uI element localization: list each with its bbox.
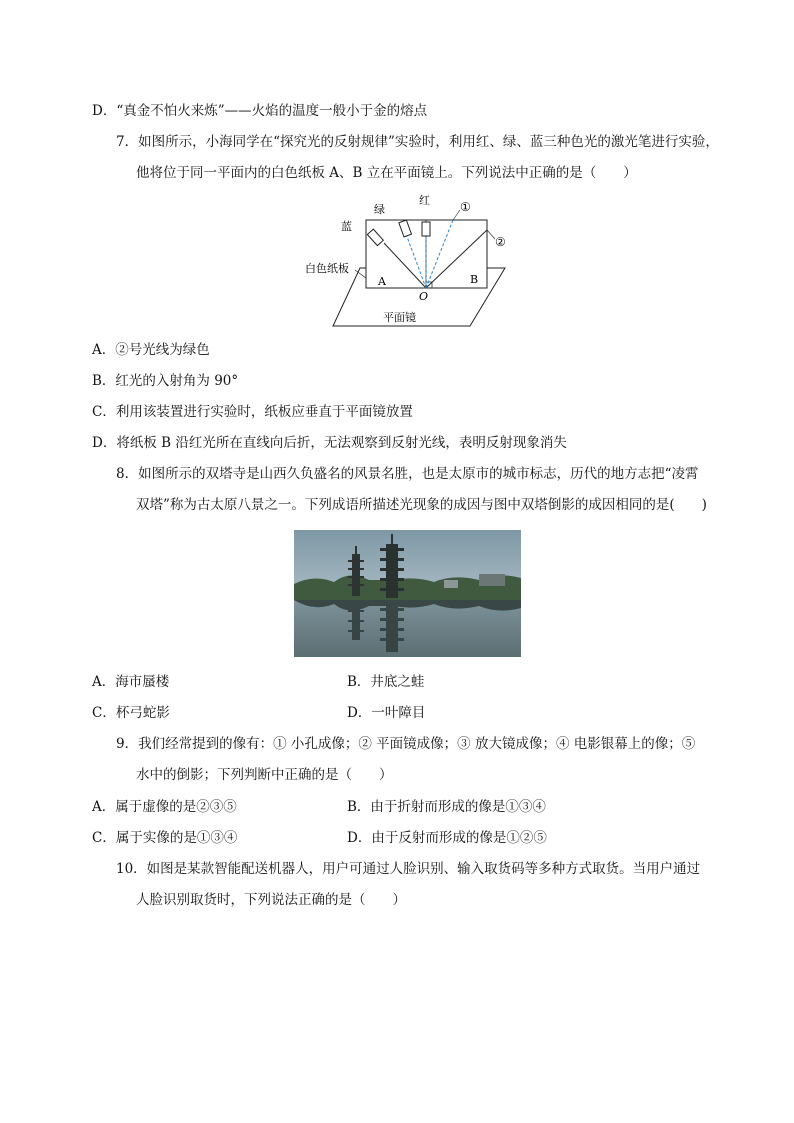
q7-option-b: B．红光的入射角为 90° — [92, 373, 239, 389]
q9-stem-line1: 9．我们经常提到的像有：① 小孔成像；② 平面镜成像；③ 放大镜成像；④ 电影银幕上的像；⑤ — [116, 736, 696, 752]
label-ray2: ② — [495, 235, 506, 249]
q8-option-d: D．一叶障目 — [347, 705, 426, 721]
q6-option-d: D．“真金不怕火来炼”——火焰的温度一般小于金的熔点 — [92, 103, 428, 119]
label-a: A — [378, 275, 386, 288]
red-laser-pen — [422, 222, 430, 236]
reflection-experiment-figure — [300, 190, 520, 335]
label-mirror: 平面镜 — [383, 311, 416, 324]
label-o: O — [419, 290, 429, 303]
q9-option-a: A．属于虚像的是②③⑤ — [92, 799, 237, 815]
q10-stem-line2: 人脸识别取货时，下列说法正确的是（ ） — [136, 892, 406, 908]
q8-option-c: C．杯弓蛇影 — [92, 705, 170, 721]
label-board: 白色纸板 — [305, 262, 349, 275]
q9-option-d: D．由于反射而形成的像是①②⑤ — [347, 830, 547, 846]
q9-option-c: C．属于实像的是①③④ — [92, 830, 238, 846]
q8-stem-line1: 8．如图所示的双塔寺是山西久负盛名的风景名胜，也是太原市的城市标志，历代的地方志把“凌霄 — [116, 466, 699, 482]
q7-stem-line2: 他将位于同一平面内的白色纸板 A、B 立在平面镜上。下列说法中正确的是（ ） — [136, 165, 637, 181]
label-blue: 蓝 — [341, 220, 352, 233]
q7-option-d: D．将纸板 B 沿红光所在直线向后折，无法观察到反射光线，表明反射现象消失 — [92, 435, 567, 451]
label-red: 红 — [419, 194, 430, 207]
q9-option-b: B．由于折射而形成的像是①③④ — [347, 799, 546, 815]
q7-option-a: A．②号光线为绿色 — [92, 342, 210, 358]
q8-option-b: B．井底之蛙 — [347, 674, 425, 690]
twin-pagoda-photo — [294, 530, 521, 657]
q7-option-c: C．利用该装置进行实验时，纸板应垂直于平面镜放置 — [92, 404, 413, 420]
q8-option-a: A．海市蜃楼 — [92, 674, 170, 690]
q8-stem-line2: 双塔”称为古太原八景之一。下列成语所描述光现象的成因与图中双塔倒影的成因相同的是( ) — [136, 497, 707, 513]
label-green: 绿 — [374, 203, 385, 216]
label-b: B — [470, 273, 479, 286]
label-ray1: ① — [460, 200, 471, 214]
q10-stem-line1: 10．如图是某款智能配送机器人，用户可通过人脸识别、输入取货码等多种方式取货。当用户通过 — [116, 861, 701, 877]
q7-stem-line1: 7．如图所示，小海同学在“探究光的反射规律”实验时，利用红、绿、蓝三种色光的激光笔进行实验， — [116, 134, 719, 150]
q9-stem-line2: 水中的倒影；下列判断中正确的是（ ） — [136, 767, 393, 783]
